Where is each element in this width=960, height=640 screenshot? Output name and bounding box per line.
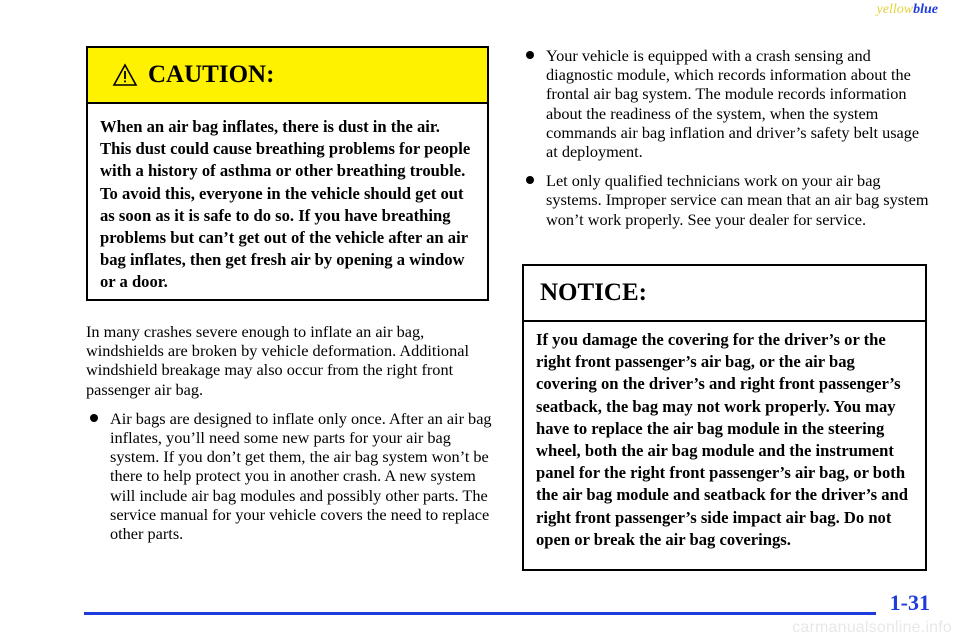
header-blue-label: blue: [913, 2, 938, 17]
caution-box: [86, 46, 489, 301]
caution-text: When an air bag inflates, there is dust in the air. This dust could cause breathing problems for people with a history of asthma or other breathing trouble. To avoid this, everyone in the vehicle should get out as soon as it is safe to do so. If you have breathing problems but can’t get out of the vehicle after an air bag inflates, then get fresh air by opening a window or a door.: [100, 117, 471, 292]
right-column: [522, 46, 932, 239]
warning-triangle-icon: [112, 63, 138, 87]
notice-header: [524, 266, 925, 322]
notice-box: [522, 264, 927, 571]
header-yellow-label: yellow: [876, 2, 914, 17]
notice-title: NOTICE:: [540, 279, 647, 306]
list-item: [522, 46, 932, 161]
caution-title: CAUTION:: [148, 61, 275, 88]
bullet-dot-icon: [526, 176, 534, 184]
watermark: carmanualsonline.info: [792, 619, 952, 636]
left-column: [86, 322, 496, 553]
bullet-dot-icon: [90, 414, 98, 422]
footer-rule: [84, 612, 876, 615]
header-color-tag: [877, 2, 938, 18]
bullet-text: Your vehicle is equipped with a crash sensing and diagnostic module, which records information about the frontal air bag system. The module records information about the readiness of the system, when the system commands air bag inflation and driver’s safety belt usage at deployment.: [546, 46, 920, 162]
bullet-text: Let only qualified technicians work on your air bag systems. Improper service can mean that an air bag system won’t work properly. See your dealer for service.: [546, 171, 929, 229]
windshield-paragraph: In many crashes severe enough to inflate an air bag, windshields are broken by vehicle deformation. Additional windshield breakage may also occur from the right front passenger air bag.: [86, 322, 469, 399]
list-item: [86, 409, 496, 543]
bullet-text: Air bags are designed to inflate only once. After an air bag inflates, you’ll need some new parts for your air bag system. If you don’t get them, the air bag system won’t be there to help protect you in another crash. A new system will include air bag modules and possibly other parts. The service manual for your vehicle covers the need to replace other parts.: [110, 408, 492, 544]
bullet-dot-icon: [526, 51, 534, 59]
page-number: 1-31: [889, 590, 930, 615]
list-item: [522, 171, 932, 229]
notice-text: If you damage the covering for the driver’s or the right front passenger’s air bag, or the air bag covering on the driver’s and right front passenger’s seatback, the bag may not work properly. You may have to replace the air bag module in the steering wheel, both the air bag module and the instrument panel for the right front passenger’s air bag, or both the air bag module and seatback for the driver’s and right front passenger’s side impact air bag. Do not open or break the air bag coverings.: [536, 330, 908, 549]
caution-header: [88, 48, 487, 104]
